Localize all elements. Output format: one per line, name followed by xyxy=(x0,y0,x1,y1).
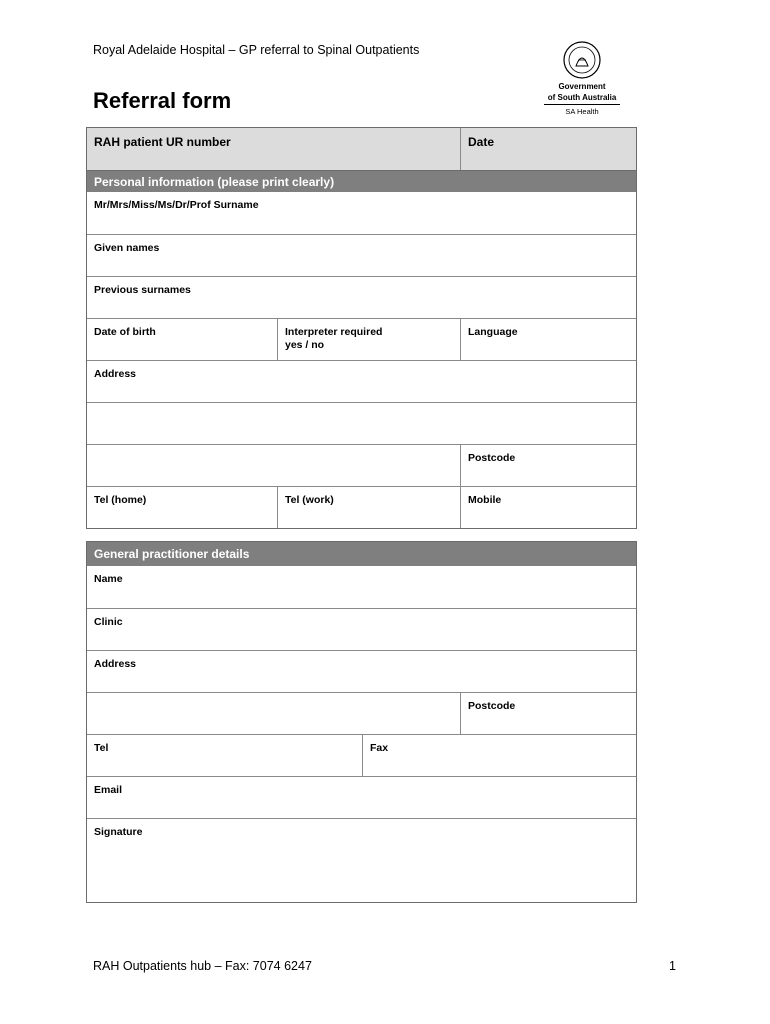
address-line-3[interactable] xyxy=(87,445,460,486)
form-title: Referral form xyxy=(93,88,232,113)
address-field[interactable]: Address xyxy=(94,368,137,380)
tel-work-field[interactable]: Tel (work) xyxy=(277,487,460,528)
gp-tel-field[interactable]: Tel xyxy=(94,742,109,754)
tel-home-field[interactable]: Tel (home) xyxy=(94,494,147,506)
document-header: Royal Adelaide Hospital – GP referral to Spinal Outpatients xyxy=(93,43,420,57)
logo-government: Government xyxy=(558,82,606,91)
footer-fax: RAH Outpatients hub – Fax: 7074 6247 xyxy=(93,959,312,973)
logo-of-south-australia: of South Australia xyxy=(547,93,617,102)
gp-signature-field[interactable]: Signature xyxy=(94,826,143,838)
gp-fax-field[interactable]: Fax xyxy=(362,735,636,776)
gp-address-field[interactable]: Address xyxy=(94,658,137,670)
logo-sa-health: SA Health xyxy=(565,107,599,116)
crest-icon xyxy=(562,40,602,80)
gp-details-table xyxy=(86,541,637,903)
address-line-2[interactable] xyxy=(87,403,636,444)
sa-government-logo xyxy=(540,40,624,116)
gp-clinic-field[interactable]: Clinic xyxy=(94,616,123,628)
postcode-field[interactable]: Postcode xyxy=(460,445,636,486)
gp-address-line-2[interactable] xyxy=(87,693,460,734)
personal-info-heading: Personal information (please print clearly) xyxy=(87,170,636,192)
interpreter-options: yes / no xyxy=(285,339,325,351)
page-number: 1 xyxy=(669,959,676,973)
language-field[interactable]: Language xyxy=(460,319,636,360)
gp-postcode-field[interactable]: Postcode xyxy=(460,693,636,734)
dob-field[interactable]: Date of birth xyxy=(94,326,156,338)
gp-name-field[interactable]: Name xyxy=(94,573,123,585)
interpreter-field[interactable] xyxy=(277,319,460,360)
ur-number-field[interactable]: RAH patient UR number xyxy=(94,135,231,149)
given-names-field[interactable]: Given names xyxy=(94,242,160,254)
gp-email-field[interactable]: Email xyxy=(94,784,123,796)
personal-info-table xyxy=(86,127,637,529)
interpreter-label: Interpreter required xyxy=(285,326,383,338)
gp-details-heading: General practitioner details xyxy=(87,542,636,566)
surname-field[interactable]: Mr/Mrs/Miss/Ms/Dr/Prof Surname xyxy=(94,199,259,211)
date-field[interactable]: Date xyxy=(460,128,636,170)
previous-surnames-field[interactable]: Previous surnames xyxy=(94,284,191,296)
mobile-field[interactable]: Mobile xyxy=(460,487,636,528)
